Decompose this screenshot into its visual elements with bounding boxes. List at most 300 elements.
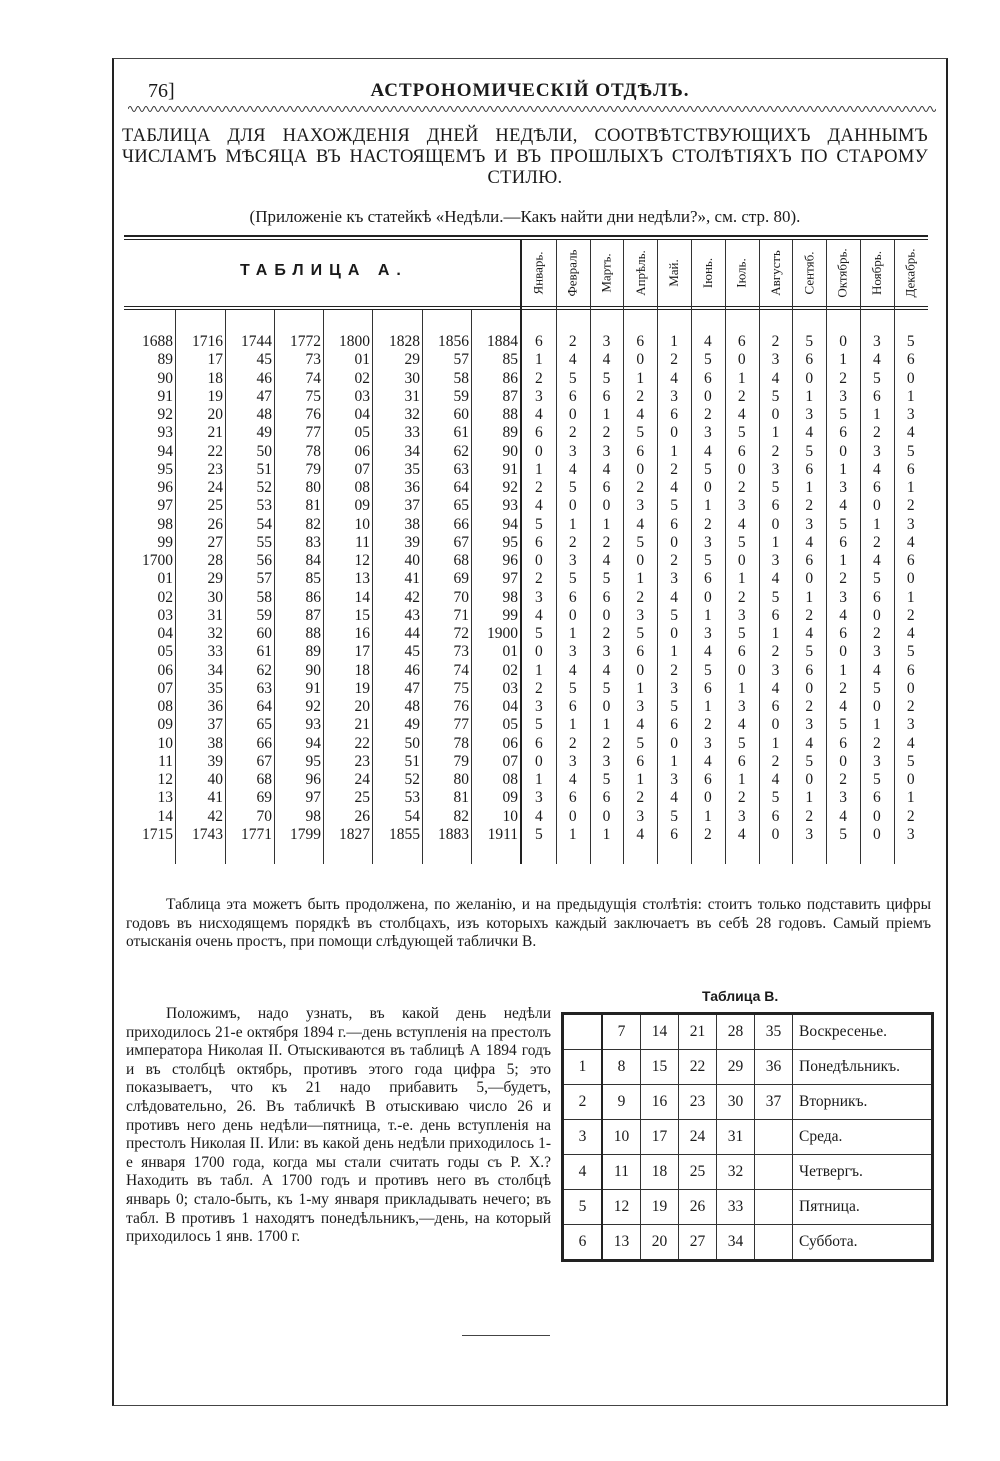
year-cell: 95 [502, 533, 518, 551]
weekday-offset-cell: 4 [839, 807, 847, 825]
weekday-offset-cell: 1 [839, 351, 847, 369]
year-cell: 98 [502, 588, 518, 606]
weekday-offset-cell: 1 [873, 406, 881, 423]
day-number: 30 [717, 1085, 755, 1120]
year-cell: 91 [305, 679, 321, 697]
weekday-offset-cell: 4 [704, 752, 712, 770]
weekday-offset-cell: 0 [906, 369, 915, 387]
weekday-offset-cell: 0 [568, 497, 577, 515]
month-header [725, 240, 759, 306]
year-cell: 49 [404, 716, 420, 734]
day-number [755, 1225, 793, 1261]
weekday-offset-cell: 5 [636, 424, 645, 442]
year-cell: 48 [404, 698, 420, 715]
year-cell: 70 [256, 807, 272, 825]
weekday-offset-cell: 4 [839, 606, 847, 624]
weekday-offset-cell: 1 [602, 716, 611, 734]
year-cell: 22 [354, 734, 370, 752]
weekday-offset-cell: 0 [906, 771, 915, 788]
weekday-offset-cell: 4 [602, 552, 611, 569]
year-cell: 63 [453, 460, 469, 478]
weekday-offset-cell: 5 [873, 679, 881, 697]
year-cell: 76 [305, 406, 321, 423]
weekday-offset-cell: 3 [839, 789, 847, 807]
weekday-offset-cell: 5 [636, 625, 645, 642]
weekday-offset-cell: 6 [602, 387, 611, 405]
weekday-offset-cell: 2 [535, 369, 543, 387]
weekday-offset-cell: 4 [636, 825, 645, 843]
weekday-offset-cell: 2 [704, 406, 712, 423]
year-cell: 21 [354, 716, 370, 734]
year-cell: 85 [502, 351, 518, 369]
year-cell: 02 [157, 588, 173, 606]
year-cell: 46 [404, 661, 420, 679]
year-cell: 04 [157, 625, 173, 642]
weekday-offset-cell: 2 [737, 387, 746, 405]
year-cell: 79 [305, 460, 321, 478]
day-number: 34 [717, 1225, 755, 1261]
weekday-offset-cell: 1 [704, 606, 712, 624]
table-a-top-rule [124, 235, 928, 237]
weekday-offset-cell: 0 [771, 825, 780, 843]
weekday-offset-cell: 3 [568, 643, 577, 661]
year-cell: 81 [305, 497, 321, 515]
weekday-offset-cell: 3 [737, 606, 746, 624]
weekday-offset-cell: 0 [873, 825, 881, 843]
weekday-offset-cell: 1 [636, 570, 645, 588]
weekday-offset-cell: 0 [737, 661, 746, 679]
year-cell: 42 [404, 588, 420, 606]
weekday-offset-cell: 0 [805, 679, 814, 697]
year-cell: 1856 [438, 333, 469, 350]
year-cell: 02 [502, 661, 518, 679]
weekday-offset-cell: 3 [636, 698, 645, 715]
weekday-offset-cell: 0 [670, 734, 678, 752]
day-number: 15 [641, 1050, 679, 1085]
day-number: 33 [717, 1190, 755, 1225]
weekday-offset-cell: 1 [568, 825, 577, 843]
weekday-offset-cell: 6 [839, 424, 847, 442]
day-number: 19 [641, 1190, 679, 1225]
month-header [759, 240, 793, 306]
weekday-offset-cell: 0 [602, 807, 611, 825]
weekday-offset-cell: 0 [602, 497, 611, 515]
weekday-offset-cell: 4 [839, 497, 847, 515]
year-cell: 50 [256, 442, 272, 460]
year-cell: 62 [453, 442, 469, 460]
weekday-offset-cell: 5 [737, 533, 746, 551]
weekday-offset-cell: 0 [535, 552, 543, 569]
month-header-label: Августъ [767, 250, 783, 296]
weekday-offset-cell: 6 [873, 588, 881, 606]
weekday-offset-cell: 5 [839, 825, 847, 843]
weekday-offset-cell: 6 [805, 460, 814, 478]
table-b-row [563, 1085, 933, 1120]
weekday-offset-cell: 1 [906, 387, 915, 405]
weekday-offset-cell: 1 [805, 588, 814, 606]
year-cell: 68 [453, 552, 469, 569]
day-number: 11 [602, 1155, 641, 1190]
weekday-offset-cell: 0 [906, 570, 915, 588]
weekday-offset-cell: 1 [568, 515, 577, 533]
year-cell: 66 [256, 734, 272, 752]
year-cell: 14 [354, 588, 370, 606]
month-header [657, 240, 691, 306]
year-cell: 97 [305, 789, 321, 807]
weekday-offset-cell: 5 [771, 387, 780, 405]
day-number: 29 [717, 1050, 755, 1085]
year-cell: 85 [305, 570, 321, 588]
year-cell: 32 [404, 406, 420, 423]
weekday-offset-cell: 3 [873, 442, 881, 460]
day-number: 2 [563, 1085, 603, 1120]
month-header [590, 240, 624, 306]
year-cell: 02 [354, 369, 370, 387]
weekday-offset-cell: 3 [873, 333, 881, 350]
weekday-offset-cell: 6 [737, 333, 746, 350]
month-header [826, 240, 860, 306]
year-cell: 98 [305, 807, 321, 825]
year-cell: 72 [453, 625, 469, 642]
day-number: 17 [641, 1120, 679, 1155]
year-cell: 94 [502, 515, 518, 533]
weekday-offset-cell: 0 [737, 552, 746, 569]
weekday-offset-cell: 3 [805, 825, 814, 843]
closing-rule [462, 1335, 550, 1336]
weekday-offset-cell: 0 [873, 698, 881, 715]
weekday-offset-cell: 5 [805, 333, 814, 350]
year-cell: 08 [354, 479, 370, 496]
day-number [755, 1155, 793, 1190]
weekday-offset-cell: 5 [873, 369, 881, 387]
weekday-offset-cell: 0 [839, 442, 847, 460]
year-cell: 07 [502, 752, 518, 770]
weekday-offset-cell: 3 [873, 643, 881, 661]
weekday-offset-cell: 2 [602, 533, 611, 551]
year-cell: 80 [305, 479, 321, 496]
year-cell: 90 [157, 369, 173, 387]
weekday-offset-cell: 3 [906, 716, 915, 734]
weekday-offset-cell: 2 [771, 333, 780, 350]
day-number: 3 [563, 1120, 603, 1155]
weekday-offset-cell: 3 [906, 825, 915, 843]
day-number: 1 [563, 1050, 603, 1085]
weekday-offset-cell: 5 [670, 807, 678, 825]
month-header-label: Ноябрь. [868, 251, 884, 295]
weekday-offset-cell: 4 [670, 479, 678, 496]
weekday-offset-cell: 0 [805, 369, 814, 387]
year-cell: 21 [207, 424, 223, 442]
weekday-offset-cell: 6 [906, 552, 915, 569]
year-cell: 91 [502, 460, 518, 478]
year-cell: 54 [404, 807, 420, 825]
year-cell: 89 [157, 351, 173, 369]
weekday-offset-cell: 2 [602, 424, 611, 442]
year-cell: 40 [404, 552, 420, 569]
weekday-offset-cell: 6 [704, 679, 712, 697]
year-cell: 46 [256, 369, 272, 387]
month-header-label: Октябрь. [835, 248, 851, 298]
weekday-offset-cell: 2 [873, 424, 881, 442]
weekday-offset-cell: 6 [873, 479, 881, 496]
table-b-row [563, 1014, 933, 1050]
weekday-name: Суббота. [793, 1225, 933, 1261]
weekday-offset-cell: 2 [839, 771, 847, 788]
day-number: 23 [679, 1085, 717, 1120]
weekday-offset-cell: 4 [906, 533, 915, 551]
year-cell: 09 [502, 789, 518, 807]
year-cell: 01 [157, 570, 173, 588]
weekday-offset-cell: 5 [906, 643, 915, 661]
weekday-offset-cell: 2 [771, 442, 780, 460]
weekday-offset-cell: 5 [704, 552, 712, 569]
weekday-offset-cell: 0 [873, 497, 881, 515]
weekday-offset-cell: 3 [771, 661, 780, 679]
year-cell: 17 [354, 643, 370, 661]
weekday-offset-cell: 1 [771, 734, 780, 752]
year-cell: 75 [453, 679, 469, 697]
weekday-offset-cell: 2 [670, 460, 678, 478]
weekday-offset-cell: 1 [670, 643, 678, 661]
year-cell: 06 [502, 734, 518, 752]
weekday-offset-cell: 3 [535, 789, 543, 807]
year-cell: 39 [404, 533, 420, 551]
weekday-offset-cell: 0 [805, 771, 814, 788]
year-cell: 35 [404, 460, 420, 478]
weekday-offset-cell: 0 [873, 606, 881, 624]
year-cell: 1827 [339, 825, 370, 843]
weekday-offset-cell: 5 [704, 460, 712, 478]
month-header-label: Сентяб. [801, 251, 817, 295]
weekday-offset-cell: 1 [771, 533, 780, 551]
year-cell: 33 [207, 643, 223, 661]
weekday-offset-cell: 2 [839, 679, 847, 697]
weekday-offset-cell: 4 [670, 789, 678, 807]
weekday-offset-cell: 4 [535, 807, 543, 825]
weekday-offset-cell: 3 [602, 333, 611, 350]
weekday-offset-cell: 4 [602, 460, 611, 478]
weekday-offset-cell: 1 [805, 789, 814, 807]
year-cell: 92 [157, 406, 173, 423]
weekday-offset-cell: 5 [737, 734, 746, 752]
weekday-offset-cell: 0 [602, 606, 611, 624]
weekday-offset-cell: 0 [704, 387, 712, 405]
year-cell: 25 [207, 497, 223, 515]
wavy-divider [128, 104, 936, 114]
year-cell: 95 [305, 752, 321, 770]
weekday-offset-cell: 6 [670, 716, 678, 734]
day-number: 22 [679, 1050, 717, 1085]
weekday-offset-cell: 4 [873, 552, 881, 569]
year-cell: 97 [157, 497, 173, 515]
weekday-offset-cell: 0 [670, 533, 678, 551]
year-cell: 10 [354, 515, 370, 533]
weekday-offset-cell: 5 [670, 698, 678, 715]
year-cell: 1883 [438, 825, 469, 843]
weekday-offset-cell: 3 [568, 752, 577, 770]
day-number: 35 [755, 1014, 793, 1050]
year-cell: 35 [207, 679, 223, 697]
weekday-offset-cell: 6 [771, 497, 780, 515]
day-number [563, 1014, 603, 1050]
weekday-offset-cell: 4 [873, 351, 881, 369]
year-cell: 65 [453, 497, 469, 515]
weekday-offset-cell: 1 [704, 807, 712, 825]
year-cell: 38 [207, 734, 223, 752]
weekday-name: Воскресенье. [793, 1014, 933, 1050]
weekday-offset-cell: 1 [636, 771, 645, 788]
weekday-offset-cell: 3 [704, 424, 712, 442]
weekday-offset-cell: 2 [737, 479, 746, 496]
year-cell: 1772 [290, 333, 321, 350]
year-cell: 51 [256, 460, 272, 478]
weekday-offset-cell: 6 [839, 734, 847, 752]
day-number: 9 [602, 1085, 641, 1120]
weekday-offset-cell: 2 [805, 606, 814, 624]
year-cell: 90 [305, 661, 321, 679]
weekday-offset-cell: 0 [535, 442, 543, 460]
weekday-offset-cell: 5 [805, 752, 814, 770]
weekday-offset-cell: 6 [839, 625, 847, 642]
year-cell: 66 [453, 515, 469, 533]
year-cell: 18 [207, 369, 223, 387]
weekday-offset-cell: 0 [704, 588, 712, 606]
weekday-offset-cell: 3 [602, 752, 611, 770]
weekday-offset-cell: 2 [906, 698, 915, 715]
year-cell: 22 [207, 442, 223, 460]
year-cell: 57 [256, 570, 272, 588]
weekday-offset-cell: 4 [771, 369, 780, 387]
weekday-offset-cell: 6 [636, 333, 645, 350]
weekday-offset-cell: 3 [805, 515, 814, 533]
weekday-offset-cell: 5 [602, 369, 611, 387]
weekday-offset-cell: 4 [602, 661, 611, 679]
year-cell: 89 [502, 424, 518, 442]
year-cell: 48 [256, 406, 272, 423]
weekday-offset-cell: 5 [602, 679, 611, 697]
year-cell: 14 [157, 807, 173, 825]
weekday-offset-cell: 6 [670, 825, 678, 843]
table-b-row [563, 1155, 933, 1190]
year-cell: 12 [157, 771, 173, 788]
year-cell: 44 [404, 625, 420, 642]
weekday-offset-cell: 6 [602, 479, 611, 496]
year-cell: 64 [453, 479, 469, 496]
weekday-offset-cell: 4 [704, 442, 712, 460]
weekday-offset-cell: 1 [568, 625, 577, 642]
year-cell: 57 [453, 351, 469, 369]
weekday-offset-cell: 5 [636, 533, 645, 551]
year-cell: 95 [157, 460, 173, 478]
year-cell: 10 [502, 807, 518, 825]
weekday-offset-cell: 2 [636, 479, 645, 496]
weekday-offset-cell: 5 [670, 606, 678, 624]
year-cell: 94 [157, 442, 173, 460]
weekday-offset-cell: 1 [771, 625, 780, 642]
year-cell: 1688 [142, 333, 173, 350]
weekday-offset-cell: 6 [535, 424, 543, 442]
weekday-offset-cell: 1 [602, 515, 611, 533]
weekday-offset-cell: 0 [839, 752, 847, 770]
weekday-offset-cell: 3 [704, 533, 712, 551]
year-cell: 69 [453, 570, 469, 588]
year-cell: 87 [305, 606, 321, 624]
year-cell: 08 [157, 698, 173, 715]
weekday-offset-cell: 5 [568, 369, 577, 387]
year-cell: 45 [256, 351, 272, 369]
year-cell: 1700 [142, 552, 173, 569]
year-cell: 11 [158, 752, 173, 770]
year-cell: 51 [404, 752, 420, 770]
weekday-offset-cell: 3 [670, 570, 678, 588]
month-header [860, 240, 894, 306]
weekday-offset-cell: 4 [805, 424, 814, 442]
year-cell: 45 [404, 643, 420, 661]
year-cell: 1715 [142, 825, 173, 843]
weekday-offset-cell: 3 [737, 698, 746, 715]
day-number: 37 [755, 1085, 793, 1120]
weekday-offset-cell: 3 [670, 771, 678, 788]
weekday-offset-cell: 2 [535, 570, 543, 588]
year-cell: 86 [305, 588, 321, 606]
weekday-offset-cell: 6 [636, 752, 645, 770]
year-cell: 37 [207, 716, 223, 734]
month-header-label: Декабрь. [902, 248, 918, 298]
year-cell: 31 [207, 606, 223, 624]
weekday-offset-cell: 6 [602, 588, 611, 606]
weekday-offset-cell: 0 [805, 570, 814, 588]
year-cell: 23 [354, 752, 370, 770]
weekday-offset-cell: 3 [535, 588, 543, 606]
weekday-offset-cell: 1 [737, 679, 746, 697]
weekday-offset-cell: 5 [805, 442, 814, 460]
weekday-offset-cell: 5 [535, 716, 543, 734]
weekday-name: Понедѣльникъ. [793, 1050, 933, 1085]
weekday-offset-cell: 4 [568, 771, 577, 788]
year-cell: 89 [305, 643, 321, 661]
year-cell: 96 [157, 479, 173, 496]
weekday-offset-cell: 0 [704, 479, 712, 496]
year-cell: 1716 [192, 333, 223, 350]
weekday-offset-cell: 6 [805, 661, 814, 679]
year-cell: 06 [157, 661, 173, 679]
year-cell: 30 [404, 369, 420, 387]
table-b-title: Таблица В. [702, 988, 779, 1004]
weekday-offset-cell: 1 [805, 479, 814, 496]
day-number: 10 [602, 1120, 641, 1155]
day-number: 36 [755, 1050, 793, 1085]
weekday-offset-cell: 1 [568, 716, 577, 734]
year-cell: 15 [354, 606, 370, 624]
year-cell: 78 [305, 442, 321, 460]
month-header-label: Январь. [530, 251, 546, 295]
day-number: 26 [679, 1190, 717, 1225]
year-cell: 64 [256, 698, 272, 715]
table-a-label: ТАБЛИЦА А. [240, 262, 408, 279]
weekday-offset-cell: 4 [670, 369, 678, 387]
weekday-offset-cell: 1 [737, 369, 746, 387]
weekday-offset-cell: 1 [906, 479, 915, 496]
weekday-offset-cell: 5 [771, 479, 780, 496]
year-cell: 20 [354, 698, 370, 715]
year-cell: 13 [354, 570, 370, 588]
table-note: (Приложеніе къ статейкѣ «Недѣли.—Какъ найти дни недѣли?», см. стр. 80). [249, 207, 801, 226]
weekday-offset-cell: 5 [839, 406, 847, 423]
month-header [623, 240, 657, 306]
weekday-offset-cell: 5 [737, 625, 746, 642]
day-number: 18 [641, 1155, 679, 1190]
year-cell: 96 [502, 552, 518, 569]
